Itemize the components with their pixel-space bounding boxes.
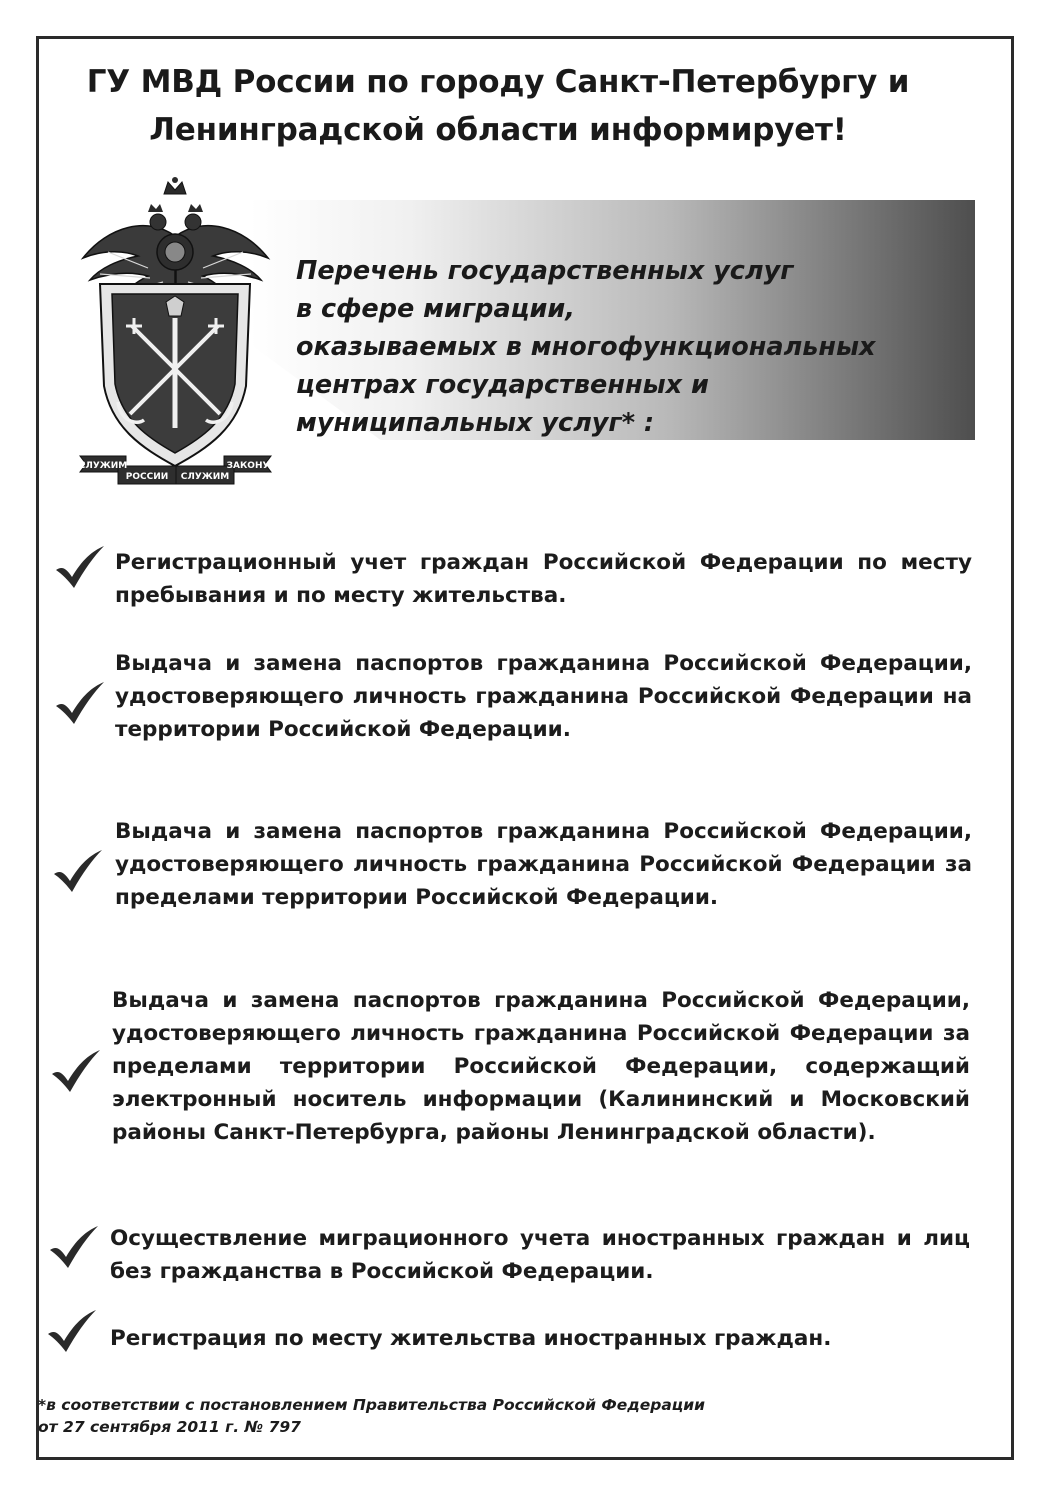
services-heading-line: центрах государственных и [296,370,709,400]
checkmark-icon [46,1308,98,1354]
services-heading-line: муниципальных услуг* : [296,408,655,438]
service-item: Выдача и замена паспортов гражданина Российской Федерации, удостоверяющего личность гражданина Российской Федерации на территории Российской Федерации. [115,651,972,742]
checkmark-icon [50,1048,102,1094]
ribbon-word-4: ЗАКОНУ [226,461,270,471]
footnote [38,1394,858,1438]
service-item: Выдача и замена паспортов гражданина Российской Федерации, удостоверяющего личность гражданина Российской Федерации за пределами территории Российской Федерации, содержащий электронный носитель информации (Калининский и Московский районы Санкт-Петербурга, районы Ленинградской области). [112,988,970,1145]
footnote-line-2: от 27 сентября 2011 г. № 797 [38,1418,301,1436]
ribbon-word-2: РОССИИ [125,472,169,482]
services-heading-line: в сфере миграции, [296,294,575,324]
ribbon-word-3: СЛУЖИМ [180,472,230,482]
service-item: Осуществление миграционного учета иностранных граждан и лиц без гражданства в Российской Федерации. [110,1226,970,1284]
service-item: Регистрация по месту жительства иностранных граждан. [110,1326,832,1351]
services-heading-line: Перечень государственных услуг [296,256,794,286]
services-heading [296,252,996,442]
service-item: Выдача и замена паспортов гражданина Российской Федерации, удостоверяющего личность гражданина Российской Федерации за пределами территории Российской Федерации. [115,819,972,910]
ribbon-word-1: СЛУЖИМ [78,461,128,471]
service-item: Регистрационный учет граждан Российской Федерации по месту пребывания и по месту жительства. [115,550,972,608]
services-heading-line: оказываемых в многофункциональных [296,332,876,362]
footnote-line-1: *в соответствии с постановлением Правительства Российской Федерации [38,1396,706,1414]
title-line-1: ГУ МВД России по городу Санкт-Петербургу и [86,64,910,100]
checkmark-icon [54,680,106,726]
checkmark-icon [54,544,106,590]
mvd-emblem-icon [78,176,273,494]
checkmark-icon [48,1224,100,1270]
page-title [60,58,936,154]
checkmark-icon [52,848,104,894]
title-line-2: Ленинградской области информирует! [149,112,847,148]
